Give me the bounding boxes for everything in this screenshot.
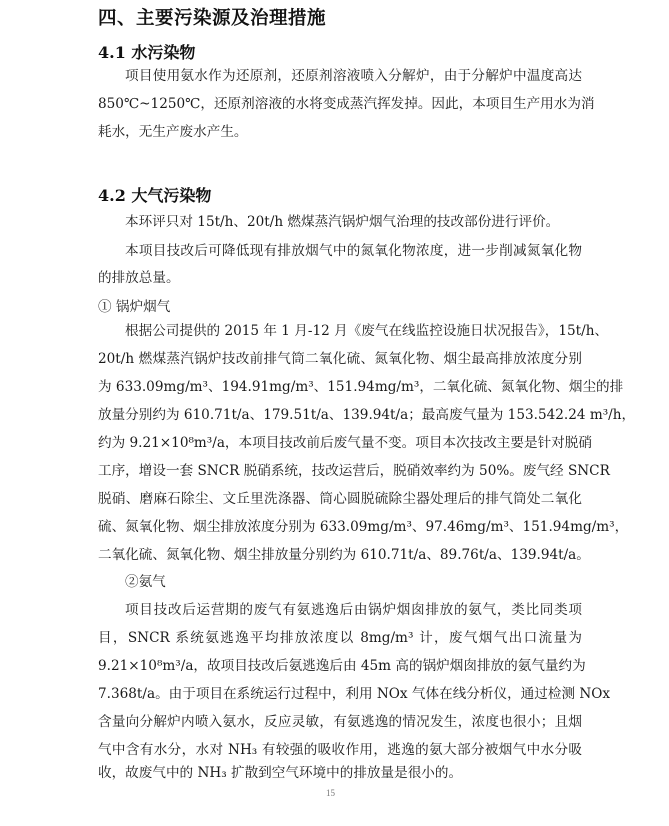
paragraph-line: 含量向分解炉内喷入氨水，反应灵敏，有氨逃逸的情况发生，浓度也很小；且烟 (98, 714, 582, 730)
paragraph-line: 耗水，无生产废水产生。 (98, 124, 248, 140)
paragraph-line: 850℃~1250℃，还原剂溶液的水将变成蒸汽挥发掉。因此，本项目生产用水为消 (98, 96, 595, 112)
paragraph-line: 项目技改后运营期的废气有氨逃逸后由锅炉烟囱排放的氨气，类比同类项 (125, 602, 582, 618)
section-heading-4-1: 4.1 水污染物 (98, 43, 196, 62)
paragraph-line: 气中含有水分，水对 NH₃ 有较强的吸收作用，逃逸的氨大部分被烟气中水分吸 (98, 742, 582, 758)
paragraph-line: 脱硝、磨麻石除尘、文丘里洗涤器、筒心圆脱硫除尘器处理后的排气筒处二氧化 (98, 491, 582, 507)
paragraph-line: 目，SNCR 系统氨逃逸平均排放浓度以 8mg/m³ 计，废气烟气出口流量为 (98, 630, 582, 646)
page-number: 15 (326, 788, 335, 798)
paragraph-line: 收，故废气中的 NH₃ 扩散到空气环境中的排放量是很小的。 (98, 765, 463, 781)
paragraph-line: 9.21×10⁸m³/a，故项目技改后氨逃逸后由 45m 高的锅炉烟囱排放的氨气量约为 (98, 658, 586, 674)
paragraph-line: 20t/h 燃煤蒸汽锅炉技改前排气筒二氧化硫、氮氧化物、烟尘最高排放浓度分别 (98, 351, 582, 367)
paragraph-line: 约为 9.21×10⁸m³/a，本项目技改前后废气量不变。项目本次技改主要是针对脱硝 (98, 435, 592, 451)
paragraph-line: 7.368t/a。由于项目在系统运行过程中，利用 NOx 气体在线分析仪，通过检测 NOx (98, 686, 611, 702)
subsection-label-boiler-flue-gas: ① 锅炉烟气 (98, 299, 171, 315)
paragraph-line: 项目使用氨水作为还原剂，还原剂溶液喷入分解炉，由于分解炉中温度高达 (125, 68, 582, 84)
paragraph-line: 放量分别约为 610.71t/a、179.51t/a、139.94t/a；最高废气量为 153.542.24 m³/h， (98, 407, 636, 423)
paragraph-line: 硫、氮氧化物、烟尘排放浓度分别为 633.09mg/m³、97.46mg/m³、151.94mg/m³， (98, 519, 629, 535)
paragraph-line: 根据公司提供的 2015 年 1 月-12 月《废气在线监控设施日状况报告》，15t/h、 (125, 323, 609, 339)
paragraph-line: 二氧化硫、氮氧化物、烟尘排放量分别约为 610.71t/a、89.76t/a、139.94t/a。 (98, 547, 590, 563)
paragraph-line: 工序，增设一套 SNCR 脱硝系统，技改运营后，脱硝效率约为 50%。废气经 SNCR (98, 463, 610, 479)
section-heading-4-2: 4.2 大气污染物 (98, 186, 212, 205)
paragraph-line: 本环评只对 15t/h、20t/h 燃煤蒸汽锅炉烟气治理的技改部份进行评价。 (125, 214, 560, 230)
paragraph-line: 为 633.09mg/m³、194.91mg/m³、151.94mg/m³，二氧化硫、氮氧化物、烟尘的排 (98, 379, 624, 395)
paragraph-line: 的排放总量。 (98, 270, 180, 286)
subsection-label-ammonia: ②氨气 (125, 574, 166, 590)
chapter-title: 四、主要污染源及治理措施 (98, 8, 327, 29)
paragraph-line: 本项目技改后可降低现有排放烟气中的氮氧化物浓度，进一步削减氮氧化物 (125, 243, 582, 259)
